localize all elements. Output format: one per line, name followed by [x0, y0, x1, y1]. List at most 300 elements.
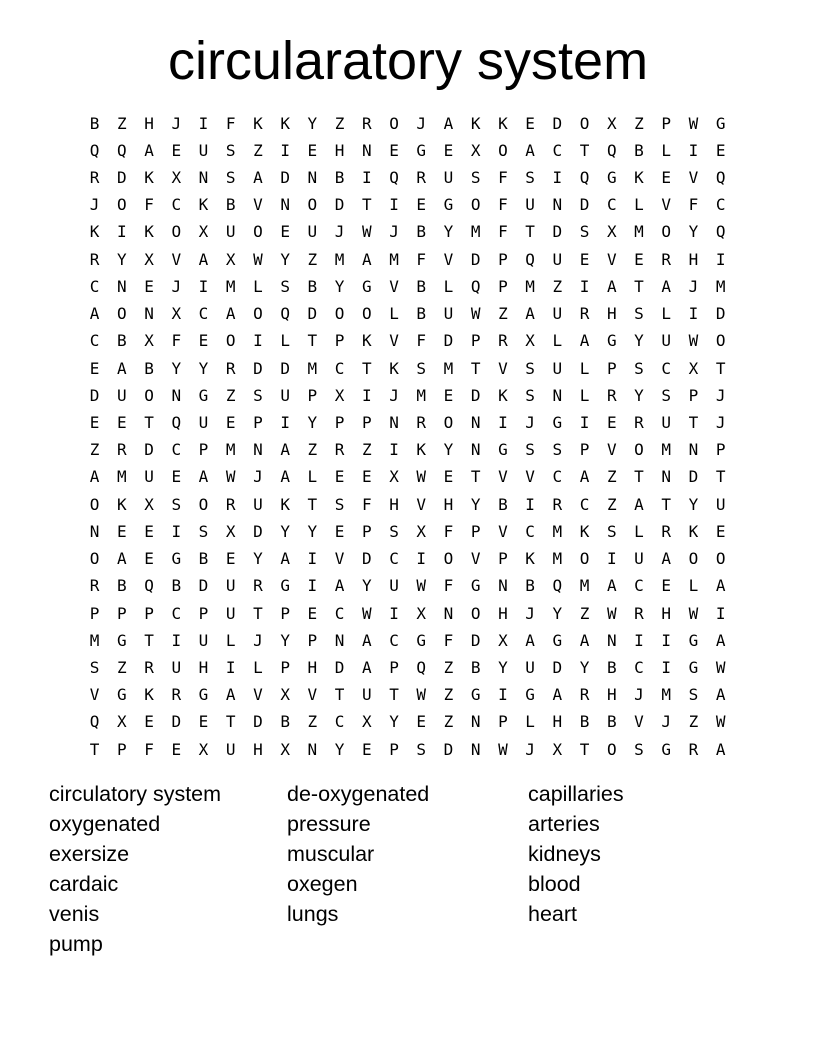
grid-letter: E	[416, 195, 427, 215]
grid-letter: E	[144, 276, 154, 296]
grid-letter: P	[579, 440, 590, 460]
grid-letter: K	[280, 494, 290, 514]
grid-letter: Z	[334, 113, 345, 133]
grid-letter: B	[579, 712, 590, 732]
grid-letter: B	[525, 576, 535, 596]
grid-letter: D	[715, 304, 726, 324]
grid-letter: C	[552, 140, 563, 160]
grid-letter: N	[552, 195, 563, 215]
grid-letter: N	[688, 440, 699, 460]
grid-letter: D	[443, 739, 454, 759]
word-list-item: exersize	[49, 841, 130, 866]
grid-letter: B	[117, 576, 127, 596]
grid-letter: W	[715, 712, 726, 732]
grid-letter: G	[470, 576, 481, 596]
grid-letter: F	[443, 576, 454, 596]
grid-letter: U	[225, 603, 236, 623]
grid-letter: R	[144, 657, 154, 677]
grid-letter: X	[198, 222, 209, 242]
grid-letter: A	[579, 467, 590, 487]
grid-letter: O	[470, 603, 481, 623]
grid-letter: L	[552, 331, 563, 351]
grid-letter: Y	[579, 657, 590, 677]
grid-letter: N	[389, 413, 399, 433]
grid-letter: R	[225, 358, 236, 378]
grid-letter: Z	[117, 657, 127, 677]
grid-letter: S	[225, 168, 236, 188]
grid-letter: M	[307, 358, 318, 378]
word-list-item: capillaries	[528, 782, 624, 806]
grid-letter: V	[253, 685, 263, 705]
grid-letter: E	[715, 140, 726, 160]
grid-letter: P	[498, 249, 508, 269]
grid-letter: Y	[334, 276, 345, 296]
grid-letter: U	[389, 576, 399, 596]
grid-letter: K	[389, 358, 399, 378]
grid-letter: N	[470, 712, 481, 732]
grid-letter: U	[525, 657, 535, 677]
grid-letter: T	[579, 739, 590, 759]
grid-letter: R	[416, 168, 427, 188]
grid-letter: Z	[688, 712, 699, 732]
grid-letter: G	[661, 739, 672, 759]
grid-letter: L	[225, 630, 236, 650]
grid-letter: B	[117, 331, 127, 351]
grid-letter: X	[552, 739, 563, 759]
grid-letter: S	[606, 521, 617, 541]
grid-letter: T	[688, 413, 699, 433]
grid-letter: C	[552, 467, 563, 487]
grid-letter: L	[661, 140, 672, 160]
grid-letter: E	[89, 413, 100, 433]
grid-letter: W	[606, 603, 617, 623]
grid-letter: K	[117, 494, 127, 514]
grid-letter: W	[361, 222, 372, 242]
grid-letter: O	[334, 304, 345, 324]
grid-letter: E	[144, 712, 154, 732]
grid-letter: N	[498, 576, 508, 596]
grid-letter: L	[307, 467, 318, 487]
grid-letter: L	[579, 385, 590, 405]
grid-letter: Q	[144, 576, 154, 596]
grid-letter: K	[144, 222, 154, 242]
grid-letter: M	[634, 222, 644, 242]
grid-letter: E	[443, 140, 454, 160]
grid-letter: S	[389, 521, 399, 541]
grid-letter: Q	[606, 140, 617, 160]
puzzle-grid	[81, 110, 734, 763]
grid-letter: X	[171, 304, 182, 324]
word-list-item: cardaic	[49, 871, 119, 896]
grid-letter: B	[198, 549, 209, 569]
grid-letter: G	[361, 276, 372, 296]
grid-letter: O	[579, 549, 590, 569]
grid-letter: A	[715, 576, 726, 596]
grid-letter: Z	[443, 712, 454, 732]
grid-letter: E	[661, 168, 672, 188]
grid-letter: J	[89, 195, 100, 215]
grid-letter: E	[443, 467, 454, 487]
grid-letter: R	[89, 576, 100, 596]
grid-letter: A	[361, 657, 372, 677]
grid-letter: I	[280, 140, 290, 160]
grid-letter: N	[470, 413, 481, 433]
grid-letter: W	[253, 249, 263, 269]
grid-letter: Q	[89, 140, 100, 160]
grid-letter: S	[525, 440, 535, 460]
grid-letter: L	[253, 276, 263, 296]
grid-letter: H	[688, 249, 699, 269]
grid-letter: D	[89, 385, 100, 405]
grid-letter: P	[361, 413, 372, 433]
grid-letter: S	[688, 685, 699, 705]
grid-letter: K	[198, 195, 209, 215]
word-list-column	[528, 780, 728, 959]
grid-letter: T	[334, 685, 345, 705]
grid-letter: F	[498, 222, 508, 242]
word-list-column	[49, 780, 287, 959]
grid-letter: W	[470, 304, 481, 324]
grid-letter: X	[198, 739, 209, 759]
grid-letter: Y	[443, 440, 454, 460]
grid-letter: Y	[389, 712, 399, 732]
grid-letter: R	[253, 576, 263, 596]
grid-letter: K	[144, 685, 154, 705]
grid-letter: G	[117, 685, 127, 705]
grid-letter: A	[89, 304, 100, 324]
grid-letter: S	[253, 385, 263, 405]
grid-letter: X	[525, 331, 535, 351]
grid-letter: P	[117, 739, 127, 759]
grid-letter: T	[144, 413, 154, 433]
grid-letter: T	[470, 358, 481, 378]
grid-letter: W	[416, 685, 427, 705]
grid-letter: A	[634, 494, 644, 514]
grid-letter: Q	[416, 657, 427, 677]
grid-letter: D	[470, 249, 481, 269]
grid-letter: Z	[443, 685, 454, 705]
word-list-item: circulatory system	[49, 782, 222, 806]
grid-letter: V	[334, 549, 345, 569]
grid-letter: Q	[171, 413, 182, 433]
grid-letter: D	[280, 168, 290, 188]
grid-letter: B	[334, 168, 345, 188]
grid-letter: U	[552, 249, 563, 269]
grid-letter: W	[715, 657, 726, 677]
grid-letter: S	[171, 494, 182, 514]
grid-letter: U	[225, 576, 236, 596]
grid-letter: E	[416, 712, 427, 732]
grid-letter: O	[443, 549, 454, 569]
grid-letter: R	[334, 440, 345, 460]
grid-letter: E	[89, 358, 100, 378]
grid-letter: A	[552, 685, 563, 705]
grid-letter: A	[144, 140, 154, 160]
grid-letter: T	[634, 276, 644, 296]
grid-letter: P	[389, 739, 399, 759]
grid-letter: E	[579, 249, 590, 269]
grid-letter: L	[634, 195, 644, 215]
grid-letter: T	[715, 467, 726, 487]
grid-letter: G	[280, 576, 290, 596]
grid-letter: P	[470, 331, 481, 351]
word-list-item: kidneys	[528, 841, 601, 866]
grid-letter: Y	[498, 657, 508, 677]
grid-letter: F	[416, 249, 427, 269]
grid-letter: V	[443, 249, 454, 269]
grid-letter: M	[416, 385, 427, 405]
grid-letter: J	[334, 222, 345, 242]
grid-letter: I	[525, 494, 535, 514]
grid-letter: Y	[688, 222, 699, 242]
grid-letter: L	[525, 712, 535, 732]
grid-letter: Z	[443, 657, 454, 677]
grid-letter: V	[253, 195, 263, 215]
grid-letter: E	[117, 521, 127, 541]
grid-letter: D	[361, 549, 372, 569]
grid-letter: D	[253, 358, 263, 378]
grid-letter: Z	[579, 603, 590, 623]
grid-letter: N	[253, 440, 263, 460]
grid-letter: M	[661, 440, 672, 460]
grid-letter: U	[225, 222, 236, 242]
grid-letter: Z	[498, 304, 508, 324]
grid-letter: P	[307, 630, 318, 650]
grid-letter: W	[361, 603, 372, 623]
grid-letter: Y	[117, 249, 127, 269]
grid-letter: K	[688, 521, 699, 541]
grid-letter: O	[89, 494, 100, 514]
grid-letter: A	[606, 576, 617, 596]
grid-letter: F	[171, 331, 182, 351]
grid-letter: V	[606, 249, 617, 269]
grid-letter: D	[552, 222, 563, 242]
grid-letter: B	[416, 222, 427, 242]
grid-letter: G	[171, 549, 182, 569]
grid-letter: E	[307, 140, 318, 160]
grid-letter: S	[470, 168, 481, 188]
word-list-item: pressure	[287, 811, 371, 836]
grid-letter: O	[307, 195, 318, 215]
grid-letter: V	[89, 685, 100, 705]
grid-letter: Q	[470, 276, 481, 296]
grid-letter: G	[198, 685, 209, 705]
grid-letter: R	[89, 249, 100, 269]
grid-letter: A	[661, 549, 672, 569]
grid-letter: I	[171, 630, 182, 650]
grid-letter: U	[280, 385, 290, 405]
grid-letter: C	[634, 657, 644, 677]
grid-letter: U	[552, 304, 563, 324]
grid-letter: O	[89, 549, 100, 569]
grid-letter: O	[688, 549, 699, 569]
grid-letter: X	[144, 331, 154, 351]
grid-letter: E	[634, 249, 644, 269]
grid-letter: T	[307, 331, 318, 351]
grid-letter: G	[198, 385, 209, 405]
grid-letter: W	[225, 467, 236, 487]
grid-letter: N	[661, 467, 672, 487]
grid-letter: S	[416, 358, 427, 378]
grid-letter: Z	[634, 113, 644, 133]
grid-letter: T	[361, 195, 372, 215]
grid-letter: M	[552, 549, 563, 569]
grid-letter: I	[307, 549, 318, 569]
grid-letter: Q	[579, 168, 590, 188]
grid-letter: V	[498, 521, 508, 541]
grid-letter: E	[225, 549, 236, 569]
grid-letter: D	[253, 712, 263, 732]
grid-letter: C	[389, 630, 399, 650]
grid-letter: X	[416, 521, 427, 541]
grid-letter: E	[117, 413, 127, 433]
grid-letter: M	[225, 276, 236, 296]
grid-letter: A	[280, 549, 290, 569]
grid-letter: J	[525, 739, 535, 759]
word-list-item: arteries	[528, 811, 600, 836]
grid-letter: K	[525, 549, 535, 569]
grid-letter: S	[334, 494, 345, 514]
grid-letter: I	[307, 576, 318, 596]
grid-letter: T	[144, 630, 154, 650]
grid-letter: J	[634, 685, 644, 705]
grid-letter: O	[606, 739, 617, 759]
grid-letter: S	[525, 168, 535, 188]
grid-letter: J	[416, 113, 427, 133]
grid-letter: O	[443, 413, 454, 433]
grid-letter: N	[144, 304, 154, 324]
grid-letter: P	[198, 603, 209, 623]
grid-letter: M	[117, 467, 127, 487]
grid-letter: I	[661, 630, 672, 650]
grid-letter: B	[280, 712, 290, 732]
grid-letter: I	[389, 603, 399, 623]
grid-letter: E	[171, 739, 182, 759]
grid-letter: B	[416, 276, 427, 296]
grid-letter: E	[443, 385, 454, 405]
grid-letter: A	[280, 467, 290, 487]
grid-letter: Y	[307, 113, 318, 133]
grid-letter: F	[443, 630, 454, 650]
grid-letter: U	[225, 739, 236, 759]
grid-letter: I	[579, 276, 590, 296]
grid-letter: R	[552, 494, 563, 514]
grid-letter: P	[470, 521, 481, 541]
grid-letter: A	[579, 630, 590, 650]
grid-letter: U	[198, 140, 209, 160]
grid-letter: K	[498, 113, 508, 133]
grid-letter: M	[525, 276, 535, 296]
grid-letter: U	[525, 195, 535, 215]
grid-letter: X	[144, 494, 154, 514]
grid-letter: K	[416, 440, 427, 460]
grid-letter: S	[552, 440, 563, 460]
grid-letter: C	[579, 494, 590, 514]
grid-letter: R	[634, 413, 644, 433]
grid-letter: Q	[715, 168, 726, 188]
grid-letter: H	[253, 739, 263, 759]
grid-letter: P	[198, 440, 209, 460]
grid-letter: O	[470, 195, 481, 215]
grid-letter: V	[634, 712, 644, 732]
grid-letter: I	[361, 168, 372, 188]
grid-letter: P	[606, 358, 617, 378]
grid-letter: D	[443, 331, 454, 351]
grid-letter: N	[552, 385, 563, 405]
grid-letter: B	[470, 657, 481, 677]
grid-letter: S	[525, 385, 535, 405]
grid-letter: H	[389, 494, 399, 514]
grid-letter: W	[688, 331, 699, 351]
grid-letter: V	[389, 276, 399, 296]
grid-letter: P	[280, 603, 290, 623]
grid-letter: E	[661, 576, 672, 596]
grid-letter: U	[715, 494, 726, 514]
word-list-item: oxegen	[287, 871, 358, 896]
word-list	[49, 780, 769, 959]
grid-letter: Z	[307, 440, 318, 460]
grid-letter: D	[280, 358, 290, 378]
grid-letter: X	[389, 467, 399, 487]
word-list-item: muscular	[287, 841, 375, 866]
grid-letter: I	[715, 249, 726, 269]
grid-letter: X	[144, 249, 154, 269]
grid-letter: O	[715, 549, 726, 569]
grid-letter: O	[171, 222, 182, 242]
grid-letter: P	[688, 385, 699, 405]
grid-letter: K	[89, 222, 100, 242]
grid-letter: D	[579, 195, 590, 215]
grid-letter: Z	[361, 440, 372, 460]
grid-letter: H	[661, 603, 672, 623]
grid-letter: N	[470, 739, 481, 759]
grid-letter: I	[498, 685, 508, 705]
grid-letter: E	[715, 521, 726, 541]
grid-letter: T	[253, 603, 263, 623]
grid-letter: P	[144, 603, 154, 623]
grid-letter: P	[661, 113, 672, 133]
grid-letter: O	[144, 385, 154, 405]
grid-letter: Y	[307, 521, 318, 541]
grid-letter: P	[307, 385, 318, 405]
grid-letter: X	[280, 685, 290, 705]
grid-letter: U	[198, 630, 209, 650]
grid-letter: F	[144, 195, 154, 215]
grid-letter: I	[253, 331, 263, 351]
grid-letter: E	[280, 222, 290, 242]
grid-letter: C	[634, 576, 644, 596]
grid-letter: R	[225, 494, 236, 514]
grid-letter: J	[389, 222, 399, 242]
grid-letter: B	[416, 304, 427, 324]
grid-letter: R	[416, 413, 427, 433]
grid-letter: X	[606, 222, 617, 242]
grid-letter: E	[606, 413, 617, 433]
grid-letter: L	[688, 576, 699, 596]
grid-letter: G	[525, 685, 535, 705]
grid-letter: T	[634, 467, 644, 487]
grid-letter: V	[389, 331, 399, 351]
grid-letter: Q	[117, 140, 127, 160]
grid-letter: I	[171, 521, 182, 541]
grid-letter: P	[334, 413, 345, 433]
grid-letter: P	[498, 712, 508, 732]
grid-letter: U	[552, 358, 563, 378]
grid-letter: H	[552, 712, 563, 732]
grid-letter: I	[389, 195, 399, 215]
grid-letter: K	[634, 168, 644, 188]
grid-letter: B	[498, 494, 508, 514]
